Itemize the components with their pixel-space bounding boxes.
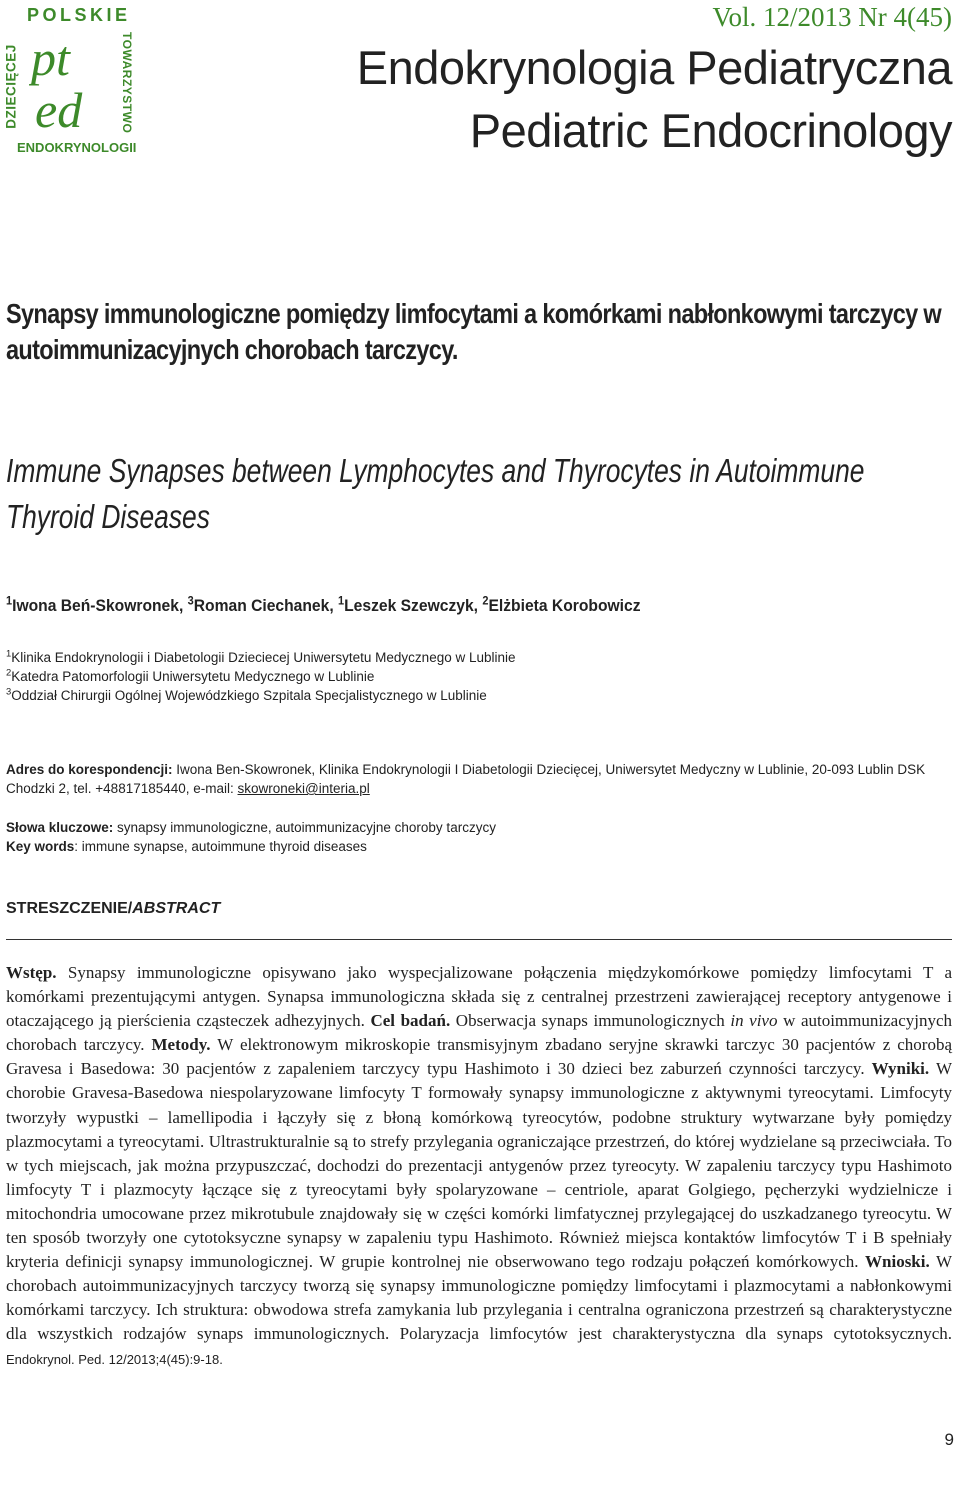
correspondence [6, 760, 951, 798]
keywords-en-text: : immune synapse, autoimmune thyroid diseases [74, 839, 367, 854]
affiliation-text: Oddział Chirurgii Ogólnej Wojewódzkiego Szpitala Specjalistycznego w Lublinie [11, 688, 487, 703]
logo-top-text: POLSKIE [27, 5, 131, 25]
volume-info: Vol. 12/2013 Nr 4(45) [712, 2, 952, 32]
abstract-intro-heading: Wstęp. [6, 963, 57, 982]
affiliation-item [6, 648, 516, 667]
abstract-methods-heading: Metody. [151, 1035, 211, 1055]
author-list [6, 593, 641, 616]
author-name: Elżbieta Korobowicz [488, 596, 641, 615]
abstract-heading-main: STRESZCZENIE/ [6, 900, 133, 917]
logo-right-text: TOWARZYSTWO [120, 32, 134, 134]
affiliation-marker: 3 [6, 686, 12, 698]
keywords-pl-text: synapsy immunologiczne, autoimmunizacyjne choroby tarczycy [113, 820, 496, 835]
article-title-pl: Synapsy immunologiczne pomiędzy limfocytami a komórkami nabłonkowymi tarczycy w autoimmunizacyjnych chorobach tarczycy. [6, 298, 942, 365]
article-title-en: Immune Synapses between Lymphocytes and Thyrocytes in Autoimmune Thyroid Diseases [6, 452, 865, 535]
abstract-heading-italic: ABSTRACT [132, 900, 221, 917]
keywords-en [6, 837, 951, 856]
author-affiliation-marker: 2 [482, 593, 489, 608]
logo-left-text: DZIECIĘCEJ [3, 44, 19, 129]
section-divider [6, 939, 952, 940]
affiliation-list [6, 648, 516, 705]
abstract-conclusions-heading: Wnioski. [865, 1252, 930, 1272]
correspondence-label: Adres do korespondencji: [6, 762, 173, 777]
logo-bottom-text: ENDOKRYNOLOGII [17, 140, 137, 155]
abstract-body [6, 961, 952, 1372]
correspondence-text: Iwona Ben-Skowronek, Klinika Endokrynologii I Diabetologii Dziecięcej, Uniwersytet Medyczny w Lublinie, 20-093 Lublin DSK Chodzki 2, tel. +48817185440, e-mail: [6, 762, 926, 796]
keywords-en-label: Key words [6, 839, 75, 854]
svg-text:pt: pt [31, 30, 70, 86]
page-number: 9 [944, 1430, 954, 1449]
abstract-results-heading: Wyniki. [871, 1059, 930, 1079]
affiliation-marker: 1 [6, 648, 12, 660]
svg-text:ed: ed [35, 82, 83, 135]
affiliation-text: Katedra Patomorfologii Uniwersytetu Medycznego w Lublinie [11, 669, 375, 684]
affiliation-text: Klinika Endokrynologii i Diabetologii Dzieciecej Uniwersytetu Medycznego w Lublinie [11, 650, 516, 665]
author-affiliation-marker: 1 [338, 593, 345, 608]
affiliation-item [6, 667, 516, 686]
author-name: Leszek Szewczyk, [344, 596, 483, 615]
keywords-pl-label: Słowa kluczowe: [6, 820, 114, 835]
abstract-heading [6, 900, 220, 918]
abstract-aim-text-2: w autoimmunizacyjnych chorobach tarczycy. [6, 1011, 953, 1055]
abstract-results-text: W chorobie Gravesa-Basedowa niespolaryzowane limfocyty T formowały synapsy immunologiczne z aktywnymi tyreocytami. Limfocyty tworzyły wypustki – lamellipodia i łączyły się z błoną komórkową tyreocytów, podobne struktury wytwarzane były pomiędzy plazmocytami a tyreocytami. Ultrastrukturalnie są to strefy przylegania ograniczające przestrzeń, do której wydzielane są przeciwciała. To w tych miejscach, jak można przypuszczać, dochodzi do prezentacji antygenów przez tyreocyty. W zapaleniu tarczycy typu Hashimoto limfocyty T i plazmocyty łączące się z tyreocytami były spolaryzowane – centriole, aparat Golgiego, pęcherzyki wydzielnicze i mitochondria umocowane przez mikrotubule znajdowały się w części komórki limfatycznej przylegającej do uszkadzanego tyreocytu. W ten sposób tworzyły one cytotoksyczne synapsy w zapaleniu typu Hashimoto. Również miejsca kontaktów limfocytów T i B spełniały kryteria definicji synapsy immunologicznej. W grupie kontrolnej nie obserwowano tego rodzaju połączeń komórkowych. [6, 1059, 952, 1272]
author-name: Iwona Beń-Skowronek, [12, 596, 188, 615]
abstract-methods-text: W elektronowym mikroskopie transmisyjnym zbadano seryjne skrawki tarczyc 30 pacjentów z chorobą Gravesa i Basedowa: 30 pacjentów z zapaleniem tarczycy typu Hashimoto i 30 dzieci bez zaburzeń czynności tarczycy. [6, 1035, 952, 1079]
journal-logo [3, 3, 137, 155]
author-name: Roman Ciechanek, [193, 596, 339, 615]
affiliation-item [6, 686, 516, 705]
journal-title-pl: Endokrynologia Pediatryczna [356, 41, 952, 94]
affiliation-marker: 2 [6, 667, 12, 679]
abstract-citation: Endokrynol. Ped. 12/2013;4(45):9-18. [6, 1351, 223, 1367]
abstract-aim-italic: in vivo [730, 1011, 778, 1031]
abstract-conclusions-text: W chorobach autoimmunizacyjnych tarczycy tworzą się synapsy immunologiczne pomiędzy limfocytami i plazmocytami a nabłonkowymi komórkami tarczycy. Ich struktura: obwodowa strefa zamykania lub przylegania i centralna ograniczona przestrzeń są charakterystyczne dla wszystkich rodzajów synaps immunologicznych. Polaryzacja limfocytów jest charakterystyczna dla synaps cytotoksycznych. [6, 1252, 952, 1344]
abstract-aim-heading: Cel badań. [370, 1011, 451, 1031]
logo-monogram-icon [29, 23, 89, 135]
journal-title-en: Pediatric Endocrinology [469, 104, 952, 157]
email-link[interactable]: skowroneki@interia.pl [237, 781, 370, 796]
keywords-block [6, 818, 951, 856]
abstract-aim-text: Obserwacja synaps immunologicznych [450, 1011, 731, 1031]
abstract-intro-text: Synapsy immunologiczne opisywano jako wyspecjalizowane połączenia międzykomórkowe pomiędzy limfocytami T a komórkami prezentującymi antygen. Synapsa immunologiczna składa się z centralnej przestrzeni zawierającej receptory antygenowe i otaczającego ją pierścienia cząsteczek adhezyjnych. [6, 963, 952, 1031]
keywords-pl [6, 818, 951, 837]
author-affiliation-marker: 1 [6, 593, 13, 608]
author-affiliation-marker: 3 [187, 593, 194, 608]
